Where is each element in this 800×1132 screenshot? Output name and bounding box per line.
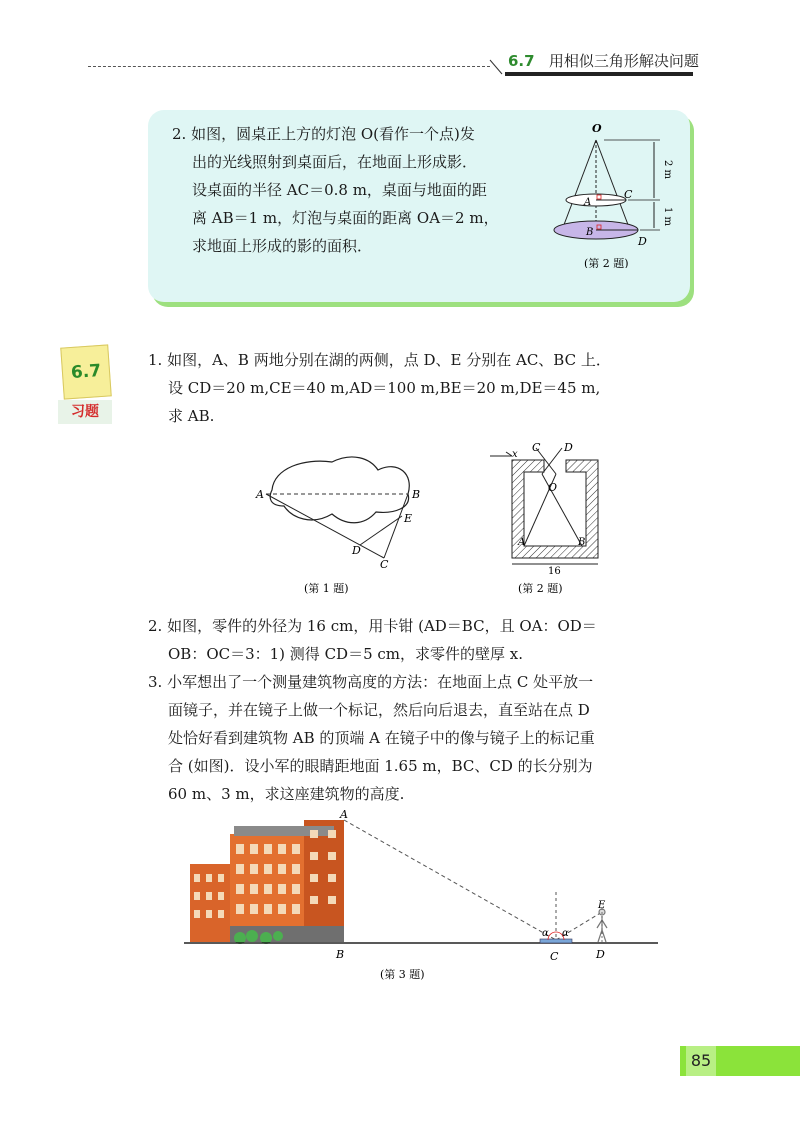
label-x: x [512, 449, 518, 460]
lake-figure [252, 448, 432, 596]
caliper-figure [484, 440, 614, 598]
label-alpha-left: α [542, 928, 549, 939]
label-b: B [412, 488, 421, 501]
text-line: 离 AB＝1 m，灯泡与桌面的距离 OA＝2 m， [192, 209, 499, 227]
section-title: 用相似三角形解决问题 [548, 52, 699, 70]
label-d: D [352, 544, 361, 557]
label-a: A [256, 488, 264, 501]
label-d: D [638, 235, 647, 248]
label-alpha-right: α [562, 928, 569, 939]
mirror [540, 939, 572, 943]
text-line: 2. 如图，零件的外径为 16 cm，用卡钳 (AD＝BC，且 OA：OD＝ [148, 617, 597, 635]
label-b: B [336, 948, 345, 961]
label-ab-length: 1 m [662, 207, 673, 227]
label-o: O [592, 122, 602, 135]
text-line: 面镜子，并在镜子上做一个标记，然后向后退去，直至站在点 D [168, 701, 590, 719]
text-line: 设桌面的半径 AC＝0.8 m，桌面与地面的距 [192, 181, 487, 199]
text-line: 1. 如图，A、B 两地分别在湖的两侧，点 D、E 分别在 AC、BC 上． [148, 351, 611, 369]
text-line: OB：OC＝3：1) 测得 CD＝5 cm，求零件的壁厚 x. [168, 645, 524, 663]
label-a: A [584, 197, 592, 208]
label-c: C [624, 188, 633, 201]
label-d: D [564, 441, 573, 454]
text-line: 60 m、3 m，求这座建筑物的高度. [168, 785, 405, 803]
text-line: 合 (如图)．设小军的眼睛距地面 1.65 m，BC、CD 的长分别为 [168, 757, 593, 775]
label-a: A [340, 808, 348, 821]
text-line: 设 CD＝20 m,CE＝40 m,AD＝100 m,BE＝20 m,DE＝45 m, [168, 379, 601, 397]
box-problem-text [172, 120, 542, 260]
label-b: B [578, 537, 586, 548]
badge-title: 习题 [58, 400, 112, 424]
label-o: O [548, 481, 558, 494]
page-number: 85 [686, 1046, 716, 1076]
section-number: 6.7 [508, 52, 535, 70]
text-line: 处恰好看到建筑物 AB 的顶端 A 在镜子中的像与镜子上的标记重 [168, 729, 595, 747]
label-c: C [550, 950, 559, 963]
text-line: 求 AB. [168, 407, 215, 425]
figure-caption: (第 2 题) [584, 257, 629, 268]
exercise-3 [148, 668, 698, 808]
figure-caption: (第 1 题) [304, 582, 349, 595]
header-underline [505, 72, 693, 76]
text-line: 出的光线照射到桌面后，在地面上形成影． [192, 153, 478, 171]
exercise-badge [58, 346, 114, 424]
label-e: E [598, 900, 606, 911]
label-c: C [532, 441, 541, 454]
label-c: C [380, 558, 389, 571]
label-e: E [404, 512, 413, 525]
running-header [508, 50, 699, 71]
lamp-table-figure [548, 118, 678, 268]
figure-caption: (第 2 题) [518, 582, 563, 595]
building-mirror-figure [184, 808, 660, 984]
text-line: 求地面上形成的影的面积． [192, 237, 373, 255]
badge-number: 6.7 [60, 344, 112, 399]
label-oa-length: 2 m [662, 160, 673, 180]
label-width: 16 [548, 566, 561, 577]
text-line: 2. 如图，圆桌正上方的灯泡 O(看作一个点)发 [172, 125, 475, 143]
text-line: 3. 小军想出了一个测量建筑物高度的方法：在地面上点 C 处平放一 [148, 673, 594, 691]
exercise-2 [148, 612, 698, 668]
header-dashed-rule [88, 66, 490, 67]
exercise-1 [148, 346, 698, 430]
label-a: A [518, 537, 526, 548]
label-b: B [586, 227, 594, 238]
figure-caption: (第 3 题) [380, 968, 425, 981]
label-d: D [596, 948, 605, 961]
